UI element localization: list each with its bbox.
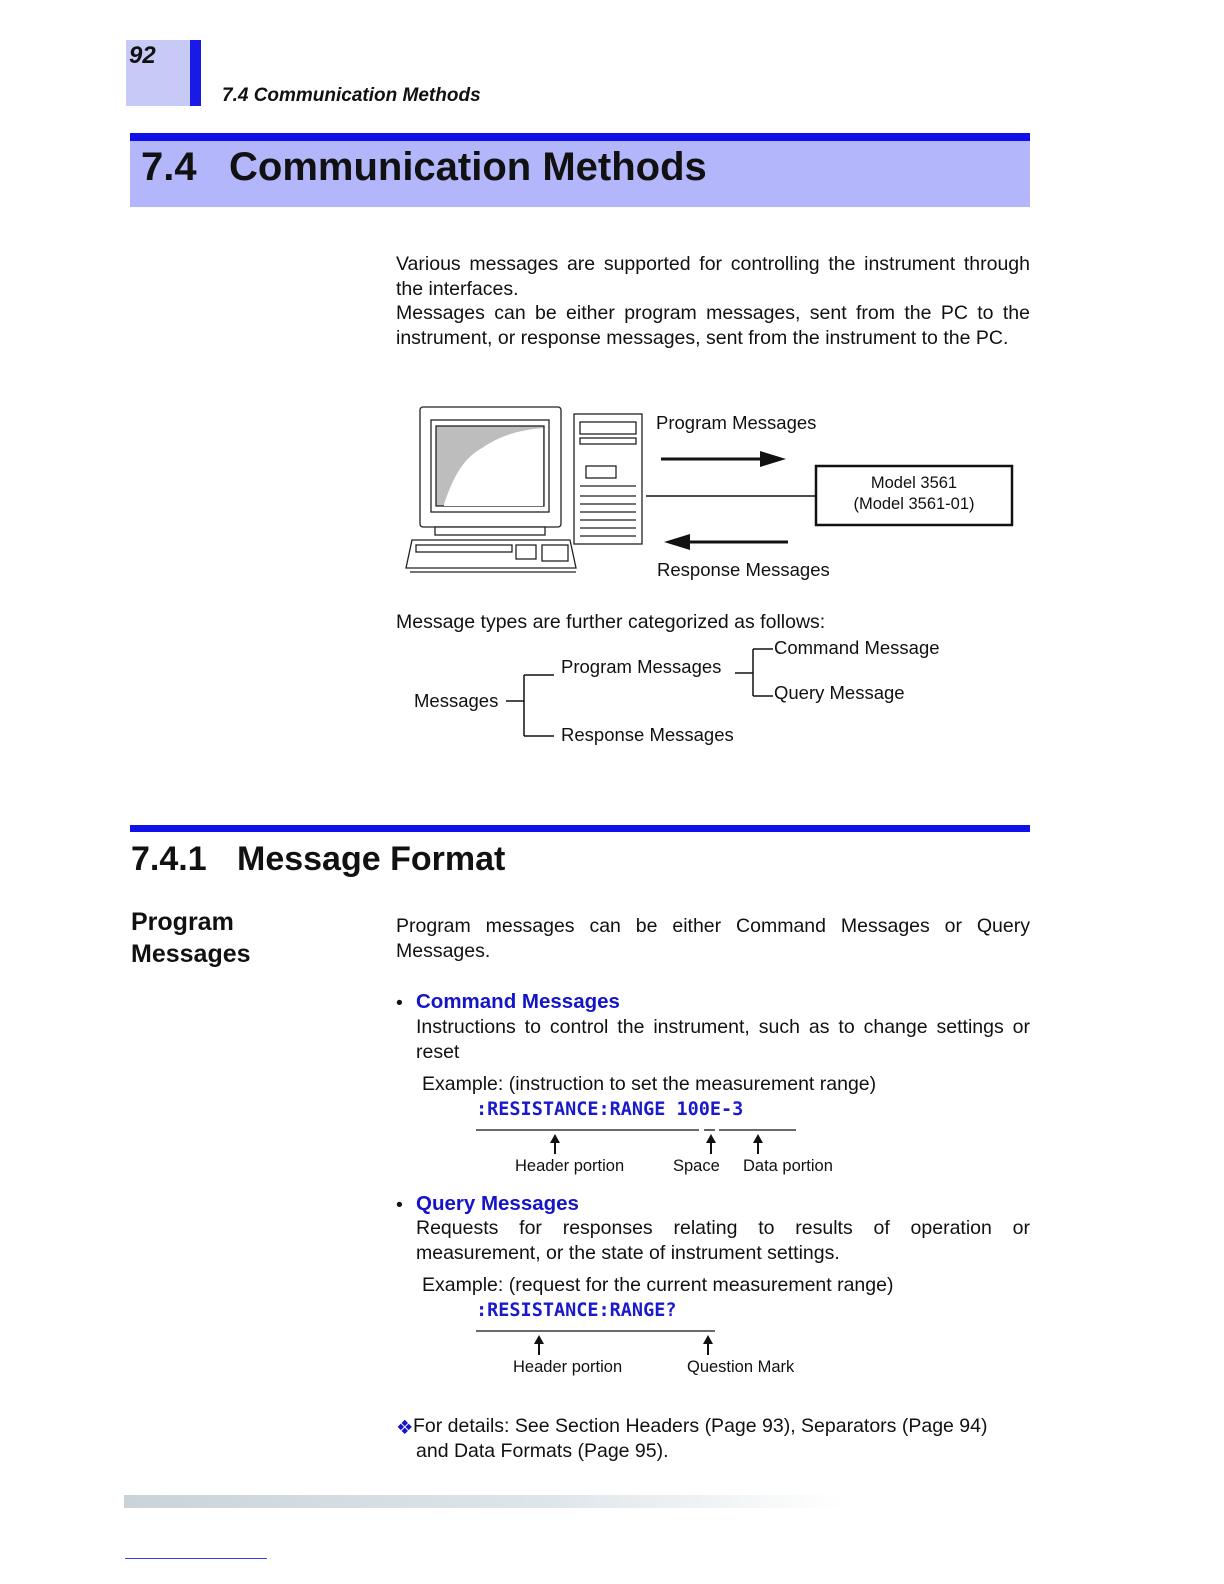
question-arrow-icon — [703, 1335, 713, 1344]
command-space-label: Space — [673, 1157, 720, 1175]
computer-illustration — [406, 407, 642, 572]
subsection-number: 7.4.1 — [131, 840, 207, 878]
query-header-arrow-icon — [534, 1335, 544, 1344]
tree-command-message: Command Message — [774, 637, 940, 658]
categories-intro: Message types are further categorized as follows: — [396, 611, 826, 633]
tree-program-messages: Program Messages — [561, 656, 722, 677]
query-messages-heading: Query Messages — [416, 1192, 579, 1215]
query-question-label: Question Mark — [687, 1358, 795, 1376]
tree-messages: Messages — [414, 690, 499, 711]
command-example: Example: (instruction to set the measurement range) — [422, 1073, 877, 1095]
response-messages-label: Response Messages — [657, 559, 830, 580]
query-example: Example: (request for the current measurement range) — [422, 1274, 894, 1296]
intro-text — [396, 252, 1030, 350]
footer-rule — [125, 1558, 267, 1559]
details-line-2: and Data Formats (Page 95). — [416, 1440, 669, 1462]
query-description: Requests for responses relating to results of operation or measurement, or the state of instrument settings. — [416, 1217, 1030, 1264]
header-accent-bar — [190, 40, 201, 106]
side-heading — [131, 906, 331, 970]
command-code: :RESISTANCE:RANGE 100E-3 — [476, 1099, 744, 1120]
side-heading-line-2: Messages — [131, 940, 251, 968]
query-code: :RESISTANCE:RANGE? — [476, 1300, 677, 1321]
space-arrow-icon — [706, 1134, 716, 1143]
command-data-label: Data portion — [743, 1157, 833, 1175]
subsection-rule — [130, 825, 1030, 832]
subsection-title-text: Message Format — [237, 840, 506, 878]
intro-paragraph-1: Various messages are supported for controlling the instrument through the interfaces. — [396, 253, 1030, 300]
command-description: Instructions to control the instrument, such as to change settings or reset — [416, 1016, 1030, 1063]
diamond-icon: ❖ — [396, 1417, 414, 1439]
section-title-text: Communication Methods — [229, 145, 707, 189]
query-bullet: • — [396, 1194, 403, 1216]
query-annotation-marks — [470, 1325, 730, 1361]
command-bullet: • — [396, 992, 403, 1014]
query-header-label: Header portion — [513, 1358, 623, 1376]
program-messages-intro: Program messages can be either Command Messages or Query Messages. — [396, 915, 1030, 962]
intro-paragraph-2: Messages can be either program messages, sent from the PC to the instrument, or response messages, sent from the instrument to the PC. — [396, 302, 1030, 349]
command-annotation-marks — [470, 1124, 810, 1160]
response-arrow-head-icon — [664, 534, 690, 550]
details-line-1: For details: See Section Headers (Page 93), Separators (Page 94) — [413, 1415, 988, 1437]
program-arrow-head-icon — [760, 451, 786, 467]
footer-gradient-bar — [124, 1495, 844, 1508]
section-title — [141, 145, 707, 190]
section-number: 7.4 — [141, 145, 197, 189]
running-head: 7.4 Communication Methods — [222, 85, 481, 106]
program-messages-label: Program Messages — [656, 412, 817, 433]
section-rule — [130, 133, 1030, 141]
command-messages-heading: Command Messages — [416, 990, 620, 1013]
command-header-label: Header portion — [515, 1157, 625, 1175]
side-heading-line-1: Program — [131, 908, 234, 936]
instrument-model-label — [816, 473, 1012, 515]
tree-query-message: Query Message — [774, 682, 905, 703]
model-line-2: (Model 3561-01) — [853, 495, 975, 513]
model-line-1: Model 3561 — [870, 474, 958, 492]
tree-response-messages: Response Messages — [561, 724, 734, 745]
subsection-title — [131, 840, 505, 879]
page-number: 92 — [129, 42, 156, 69]
header-arrow-icon — [550, 1134, 560, 1143]
data-arrow-icon — [753, 1134, 763, 1143]
